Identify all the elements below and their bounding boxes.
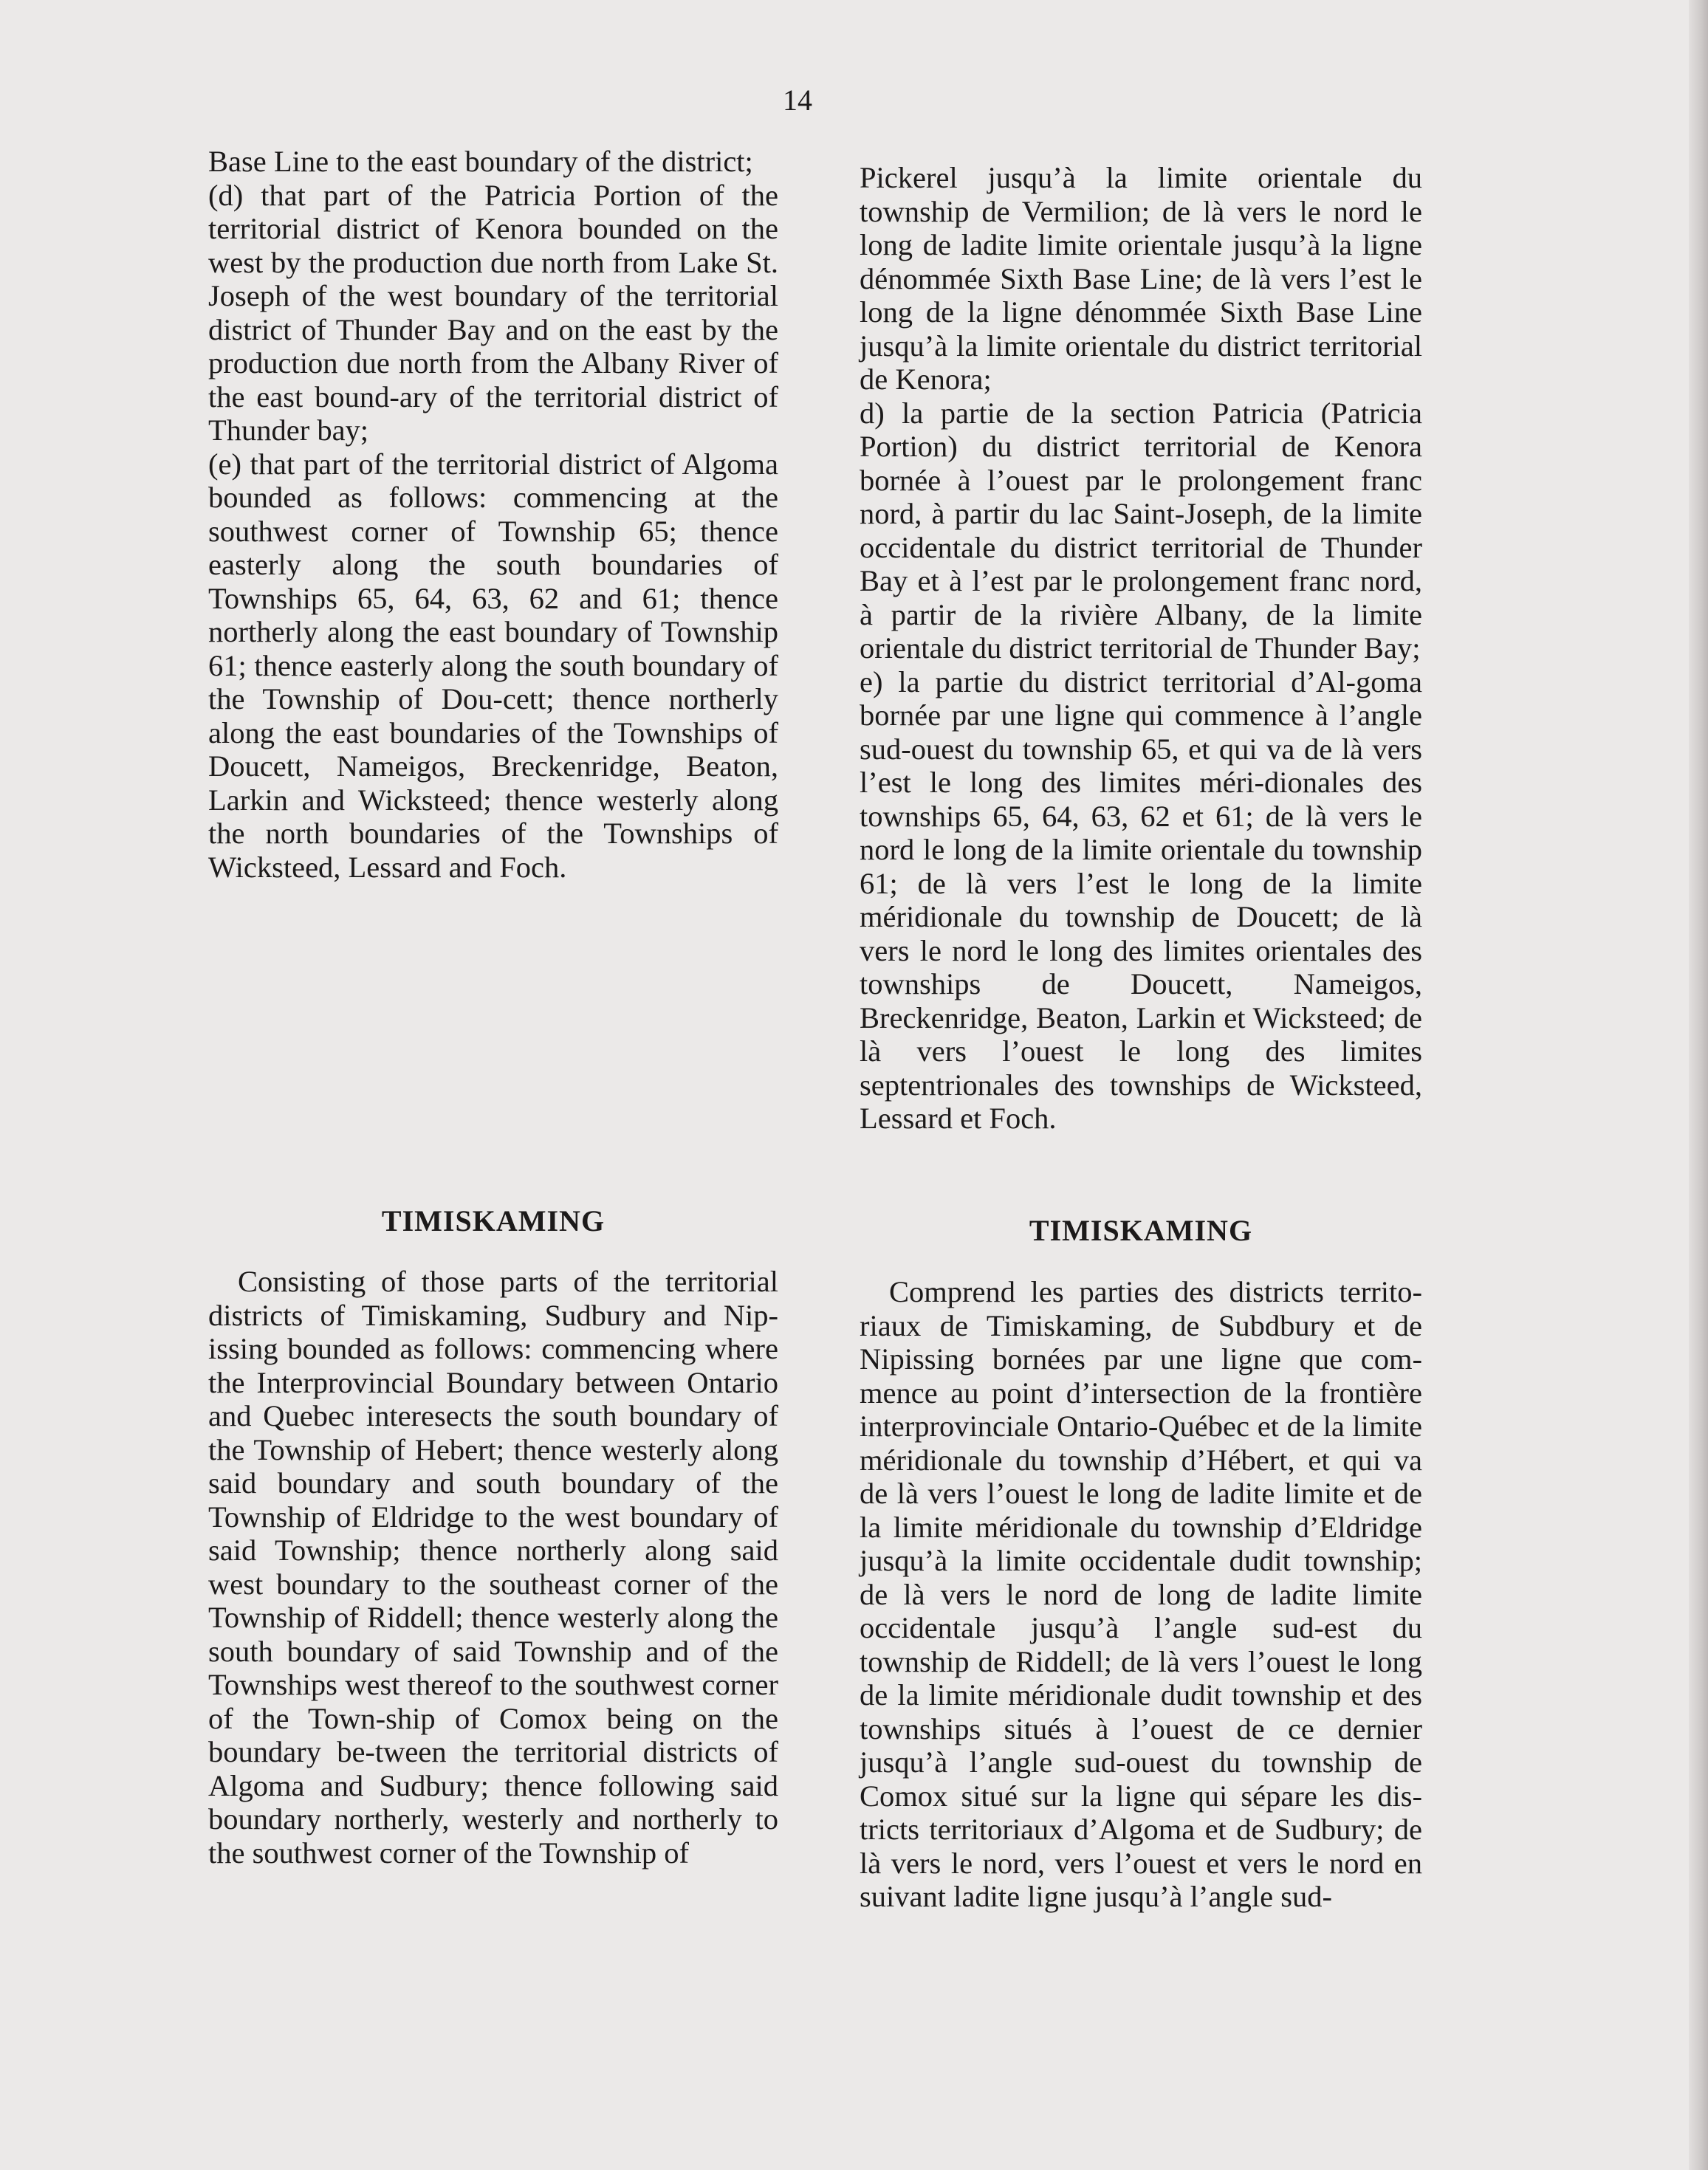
french-section-body: Comprend les parties des districts territo-riaux de Timiskaming, de Subdbury et de Nipissing bornées par une ligne que com-mence au point d’intersection de la frontière interprovinciale Ontario-Québec et de la limite méridionale du township d’Hébert, et qui va de là vers l’ouest le long de ladite limite et de la limite méridionale du township d’Eldridge jusqu’à la limite occidentale dudit township; de là vers le nord de long de ladite limite occidentale jusqu’à l’angle sud-est du township de Riddell; de là vers l’ouest le long de la limite méridionale dudit township et des townships situés à l’ouest de ce dernier jusqu’à l’angle sud-ouest du township de Comox situé sur la ligne qui sépare les dis-tricts territoriaux d’Algoma et de Sudbury; de là vers le nord, vers l’ouest et vers le nord en suivant ladite ligne jusqu’à l’angle sud- — [860, 1275, 1422, 1913]
french-item-e: e) la partie du district territorial d’Al-goma bornée par une ligne qui commence à l’angle sud-ouest du township 65, et qui va de là vers l’est le long des limites méri-dionales des townships 65, 64, 63, 62 et 61; de là vers le nord le long de la limite orientale du township 61; de là vers l’est le long de la limite méridionale du township de Doucett; de là vers le nord le long des limites orientales des townships de Doucett, Nameigos, Breckenridge, Beaton, Larkin et Wicksteed; de là vers l’ouest le long des limites septentrionales des townships de Wicksteed, Lessard et Foch. — [860, 665, 1422, 1135]
english-section-heading: TIMISKAMING — [381, 1204, 606, 1237]
page-edge-shadow — [1689, 0, 1708, 2170]
english-item-e: (e) that part of the territorial district of Algoma bounded as follows: commencing at the southwest corner of Township 65; thence easterly along the south boundaries of Townships 65, 64, 63, 62 and 61; thence northerly along the east boundary of Township 61; thence easterly along the south boundary of the Township of Dou-cett; thence northerly along the east boundaries of the Townships of Doucett, Nameigos, Breckenridge, Beaton, Larkin and Wicksteed; thence westerly along the north boundaries of the Townships of Wicksteed, Lessard and Foch. — [208, 447, 778, 884]
english-intro-paragraph: Base Line to the east boundary of the district; — [208, 145, 753, 178]
english-column — [208, 145, 778, 1869]
english-item-d: (d) that part of the Patricia Portion of the territorial district of Kenora bounded on the west by the production due north from Lake St. Joseph of the west boundary of the territorial district of Thunder Bay and on the east by the production due north from the Albany River of the east bound-ary of the territorial district of Thunder bay; — [208, 178, 778, 447]
english-section-body: Consisting of those parts of the territorial districts of Timiskaming, Sudbury and Nip-issing bounded as follows: commencing where the Interprovincial Boundary between Ontario and Quebec interesects the south boundary of the Township of Hebert; thence westerly along said boundary and south boundary of the Township of Eldridge to the west boundary of said Township; thence northerly along said west boundary to the southeast corner of the Township of Riddell; thence westerly along the south boundary of said Township and of the Townships west thereof to the southwest corner of the Town-ship of Comox being on the boundary be-tween the territorial districts of Algoma and Sudbury; thence following said boundary northerly, westerly and northerly to the southwest corner of the Township of — [208, 1265, 778, 1869]
french-section-heading: TIMISKAMING — [1029, 1214, 1253, 1247]
french-column — [860, 161, 1422, 1913]
french-item-d: d) la partie de la section Patricia (Patricia Portion) du district territorial de Kenora bornée à l’ouest par le prolongement franc nord, à partir du lac Saint-Joseph, de la limite occidentale du district territorial de Thunder Bay et à l’est par le prolongement franc nord, à partir de la rivière Albany, de la limite orientale du district territorial de Thunder Bay; — [860, 396, 1422, 665]
french-intro-paragraph: Pickerel jusqu’à la limite orientale du township de Vermilion; de là vers le nord le long de ladite limite orientale jusqu’à la ligne dénommée Sixth Base Line; de là vers l’est le long de la ligne dénommée Sixth Base Line jusqu’à la limite orientale du district territorial de Kenora; — [860, 161, 1422, 396]
page-number: 14 — [783, 83, 812, 117]
